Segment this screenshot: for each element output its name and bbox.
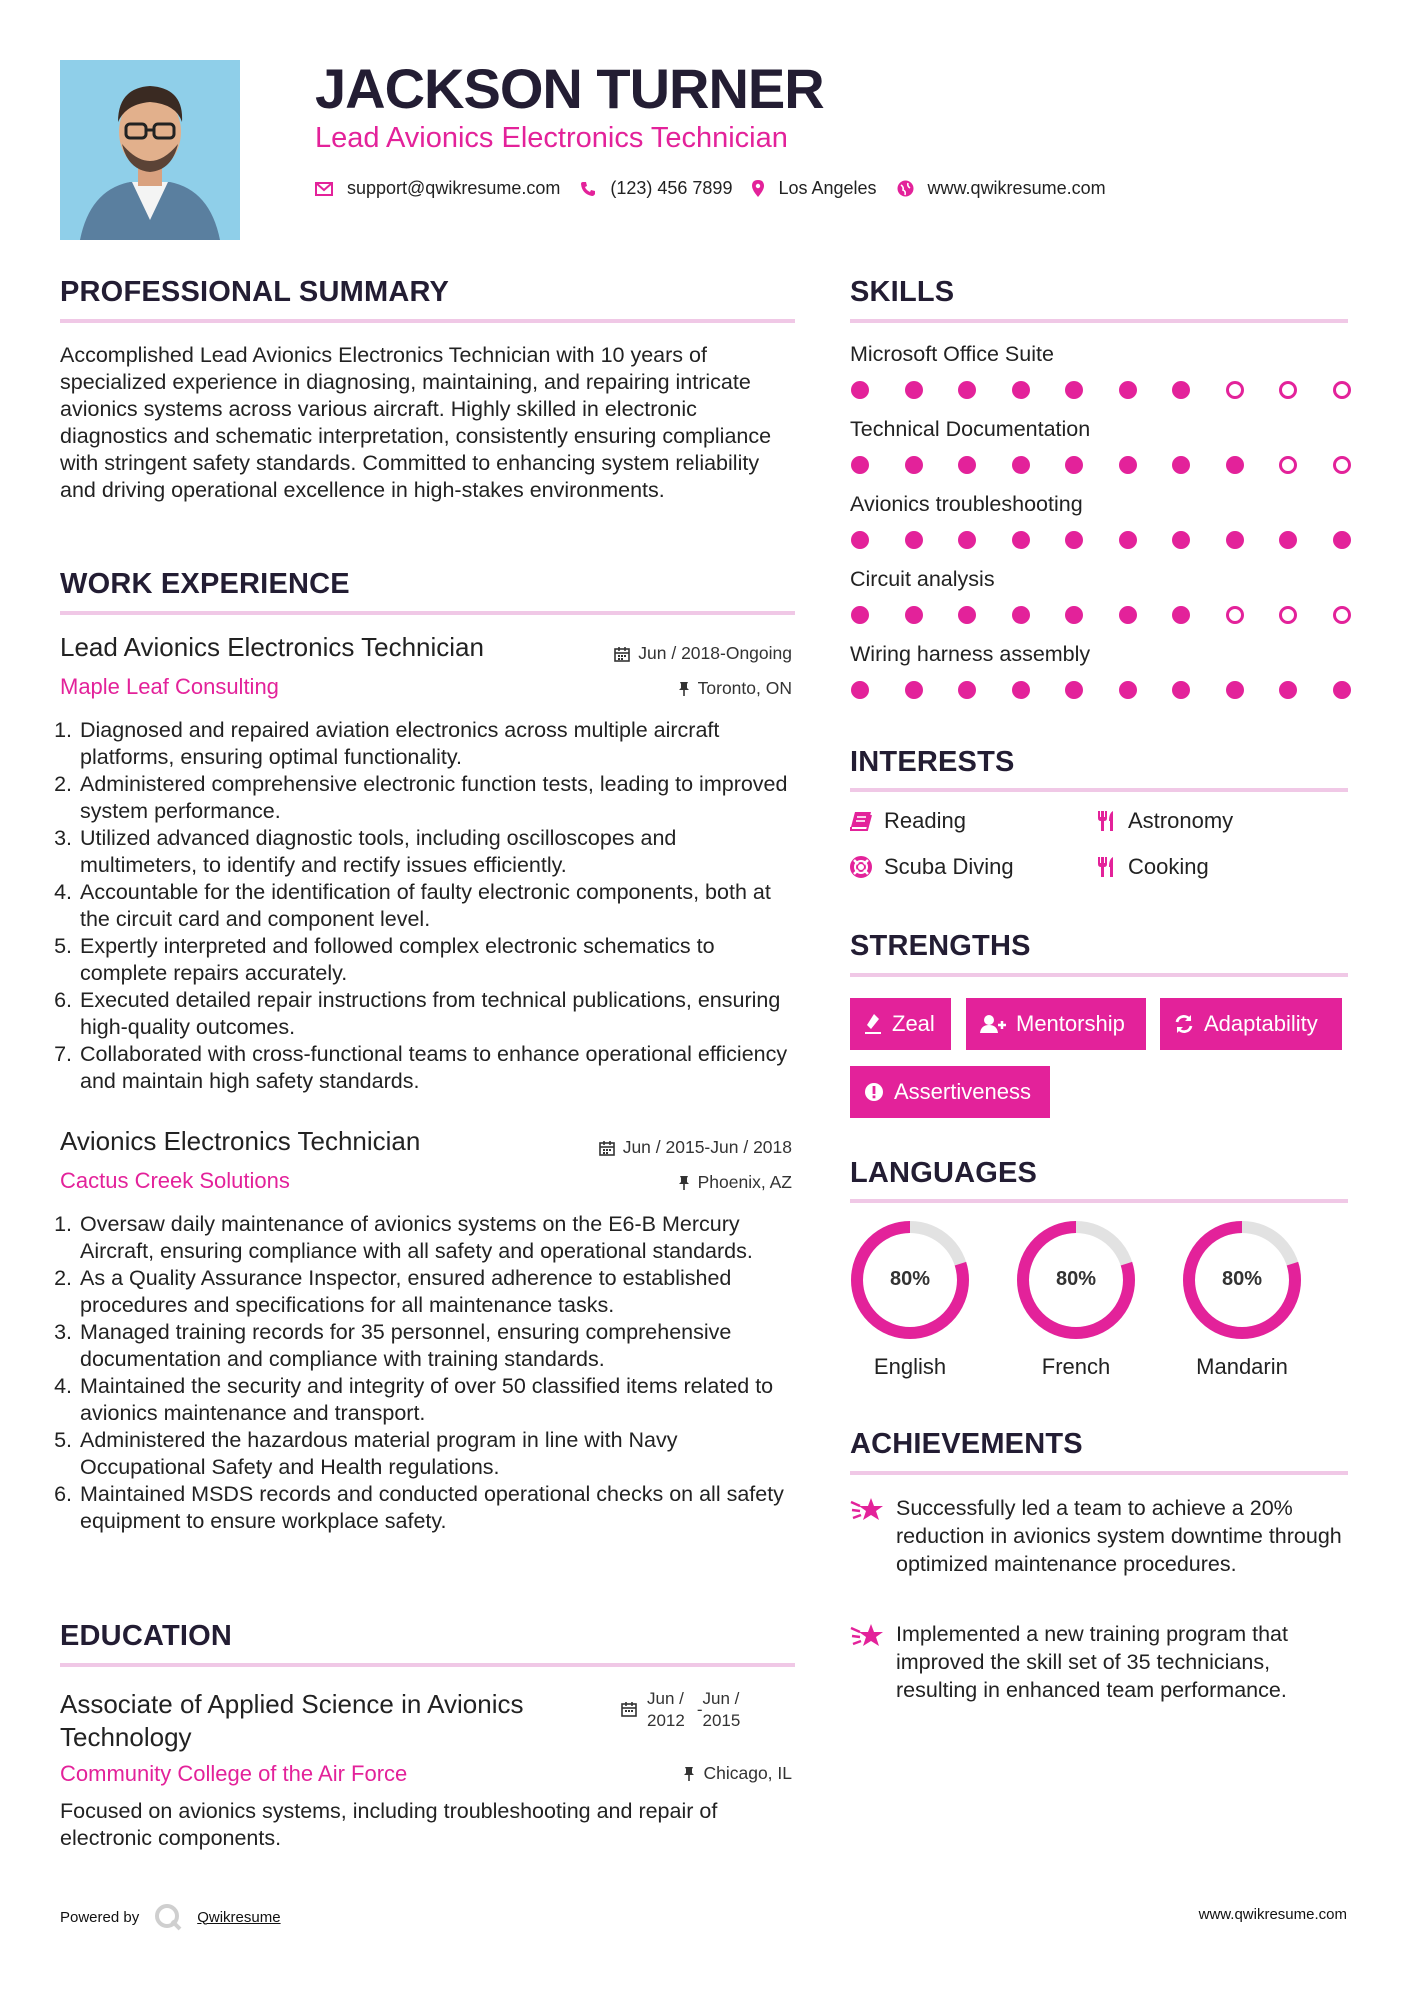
language-percent: 80% [1221,1268,1263,1290]
rating-dot-filled [905,381,923,399]
achievement-item: Successfully led a team to achieve a 20% reduction in avionics system downtime through optimized maintenance procedures. [850,1494,1350,1578]
list-item: 1. Diagnosed and repaired aviation electronics across multiple aircraft platforms, ensuring optimal functionality. [78,717,797,771]
shooting-star-icon [850,1622,884,1650]
rating-dot-filled [958,531,976,549]
rating-dot-filled [1119,456,1137,474]
language-name: English [873,1354,947,1379]
envelope-icon [315,182,333,196]
pen-icon [864,1013,882,1035]
rating-dot-empty [1226,606,1244,624]
skill-rating [851,606,1351,624]
rating-dot-filled [1279,531,1297,549]
job-bullets [52,1211,797,1535]
rating-dot-filled [958,606,976,624]
calendar-icon [621,1701,637,1717]
rating-dot-filled [851,456,869,474]
rating-dot-filled [1119,381,1137,399]
candidate-name: JACKSON TURNER [315,57,824,120]
lifebuoy-icon [850,856,872,878]
book-icon [850,811,872,831]
language-name: French [1041,1354,1111,1379]
rating-dot-filled [1065,381,1083,399]
skill-rating [851,531,1351,549]
list-item: 2. As a Quality Assurance Inspector, ensured adherence to established procedures and specifications for all maintenance tasks. [78,1265,797,1319]
job-title: Avionics Electronics Technician [60,1126,421,1156]
school-location: Chicago, IL [683,1763,792,1784]
footer-website[interactable]: www.qwikresume.com [1198,1906,1347,1923]
rating-dot-empty [1279,456,1297,474]
contact-email[interactable]: support@qwikresume.com [315,178,560,199]
rating-dot-filled [1012,381,1030,399]
skill-name: Circuit analysis [850,567,995,591]
list-item: 5. Administered the hazardous material program in line with Navy Occupational Safety and Health regulations. [78,1427,797,1481]
rating-dot-filled [1333,531,1351,549]
rating-dot-filled [1172,531,1190,549]
map-pin-icon [752,180,764,197]
list-item: 3. Utilized advanced diagnostic tools, including oscilloscopes and multimeters, to identify and rectify issues efficiently. [78,825,797,879]
skill-name: Microsoft Office Suite [850,342,1054,366]
contact-location: Los Angeles [752,178,876,199]
list-item: 6. Executed detailed repair instructions from technical publications, ensuring high-quality outcomes. [78,987,797,1041]
strengths-heading: STRENGTHS [850,930,1031,962]
rating-dot-filled [851,681,869,699]
rating-dot-filled [1333,681,1351,699]
brand-link[interactable]: Qwikresume [197,1908,281,1926]
user-plus-icon [980,1014,1006,1034]
skills-rule [850,319,1348,323]
summary-text: Accomplished Lead Avionics Electronics Technician with 10 years of specialized experience in diagnosing, maintaining, and repairing intricate avionics systems across various aircraft. Highly skilled in electronic diagnostics and schematic interpretation, consistently ensuring compliance with stringent safety standards. Committed to enhancing system reliability and driving operational excellence in high-stakes environments. [60,343,772,502]
degree-title: Associate of Applied Science in Avionics Technology [60,1689,524,1752]
language-percent: 80% [1055,1268,1097,1290]
rating-dot-filled [1065,531,1083,549]
job-company: Cactus Creek Solutions [60,1168,290,1193]
rating-dot-filled [1226,531,1244,549]
list-item: 7. Collaborated with cross-functional teams to enhance operational efficiency and maintain high safety standards. [78,1041,797,1095]
strength-chip: Adaptability [1160,998,1342,1050]
rating-dot-filled [958,381,976,399]
skill-name: Wiring harness assembly [850,642,1091,666]
refresh-icon [1174,1014,1194,1034]
rating-dot-filled [1119,531,1137,549]
rating-dot-filled [905,606,923,624]
phone-icon [580,181,596,197]
contact-phone[interactable]: (123) 456 7899 [580,178,732,199]
rating-dot-filled [851,381,869,399]
job-title: Lead Avionics Electronics Technician [60,632,484,662]
rating-dot-filled [1279,681,1297,699]
rating-dot-filled [1119,606,1137,624]
rating-dot-filled [1012,456,1030,474]
list-item: 5. Expertly interpreted and followed complex electronic schematics to complete repairs accurately. [78,933,797,987]
rating-dot-empty [1279,381,1297,399]
rating-dot-empty [1333,456,1351,474]
rating-dot-filled [958,681,976,699]
job-location: Toronto, ON [678,678,792,699]
rating-dot-filled [1012,531,1030,549]
globe-icon [897,180,914,197]
education-dates: Jun / 2012 - Jun / 2015 [621,1688,740,1732]
qwikresume-logo-icon [153,1902,183,1932]
list-item: 1. Oversaw daily maintenance of avionics systems on the E6-B Mercury Aircraft, ensuring compliance with all safety and operational standards. [78,1211,797,1265]
rating-dot-filled [1065,681,1083,699]
list-item: 4. Accountable for the identification of faulty electronic components, both at the circuit card and component level. [78,879,797,933]
strength-chip: Assertiveness [850,1066,1050,1118]
skill-name: Avionics troubleshooting [850,492,1083,516]
languages-rule [850,1199,1348,1203]
rating-dot-filled [1065,456,1083,474]
profile-photo [60,60,240,240]
pushpin-icon [678,681,690,697]
job-dates: Jun / 2015-Jun / 2018 [599,1137,792,1158]
rating-dot-empty [1333,606,1351,624]
rating-dot-filled [851,606,869,624]
calendar-icon [599,1140,615,1156]
education-rule [60,1663,795,1667]
shooting-star-icon [850,1496,884,1524]
contact-website[interactable]: www.qwikresume.com [897,178,1106,199]
skills-heading: SKILLS [850,276,955,308]
interest-item: Scuba Diving [850,854,1014,880]
pushpin-icon [678,1175,690,1191]
rating-dot-filled [1172,606,1190,624]
interests-heading: INTERESTS [850,746,1015,778]
interest-item: Reading [850,808,966,834]
list-item: 2. Administered comprehensive electronic function tests, leading to improved system performance. [78,771,797,825]
rating-dot-filled [1172,456,1190,474]
strength-chip: Zeal [850,998,951,1050]
candidate-title: Lead Avionics Electronics Technician [315,122,788,154]
job-bullets [52,717,797,1095]
skill-rating [851,681,1351,699]
avatar [60,60,240,240]
rating-dot-filled [905,531,923,549]
education-description: Focused on avionics systems, including troubleshooting and repair of electronic components. [60,1799,718,1850]
rating-dot-filled [1226,681,1244,699]
rating-dot-filled [1172,381,1190,399]
interests-rule [850,788,1348,792]
rating-dot-empty [1333,381,1351,399]
job-dates: Jun / 2018-Ongoing [614,643,792,664]
job-location: Phoenix, AZ [678,1172,792,1193]
rating-dot-empty [1226,381,1244,399]
footer-powered: Powered by Qwikresume [60,1902,281,1932]
list-item: 6. Maintained MSDS records and conducted operational checks on all safety equipment to ensure workplace safety. [78,1481,797,1535]
utensils-icon [1096,810,1116,832]
language-name: Mandarin [1196,1354,1288,1379]
achievements-rule [850,1471,1348,1475]
rating-dot-filled [905,456,923,474]
education-heading: EDUCATION [60,1620,233,1652]
list-item: 4. Maintained the security and integrity of over 50 classified items related to avionics maintenance and transport. [78,1373,797,1427]
interest-item: Astronomy [1096,808,1233,834]
achievement-item: Implemented a new training program that improved the skill set of 35 technicians, resulting in enhanced team performance. [850,1620,1350,1704]
job-company: Maple Leaf Consulting [60,674,279,699]
utensils-icon [1096,856,1116,878]
language-percent: 80% [889,1268,931,1290]
skill-name: Technical Documentation [850,417,1091,441]
achievements-heading: ACHIEVEMENTS [850,1428,1083,1460]
summary-heading: PROFESSIONAL SUMMARY [60,276,450,308]
strengths-rule [850,973,1348,977]
rating-dot-filled [905,681,923,699]
strength-chip: Mentorship [966,998,1146,1050]
rating-dot-filled [1065,606,1083,624]
calendar-icon [614,646,630,662]
pushpin-icon [683,1766,695,1782]
rating-dot-filled [1012,681,1030,699]
languages-heading: LANGUAGES [850,1157,1038,1189]
exclamation-icon [864,1082,884,1102]
rating-dot-filled [1012,606,1030,624]
rating-dot-filled [851,531,869,549]
rating-dot-filled [1119,681,1137,699]
list-item: 3. Managed training records for 35 personnel, ensuring comprehensive documentation and compliance with training standards. [78,1319,797,1373]
summary-rule [60,319,795,323]
skill-rating [851,456,1351,474]
rating-dot-empty [1279,606,1297,624]
rating-dot-filled [958,456,976,474]
rating-dot-filled [1226,456,1244,474]
interest-item: Cooking [1096,854,1209,880]
work-heading: WORK EXPERIENCE [60,568,350,600]
rating-dot-filled [1172,681,1190,699]
skill-rating [851,381,1351,399]
work-rule [60,611,795,615]
contact-bar [315,178,1126,199]
school-name: Community College of the Air Force [60,1761,408,1786]
